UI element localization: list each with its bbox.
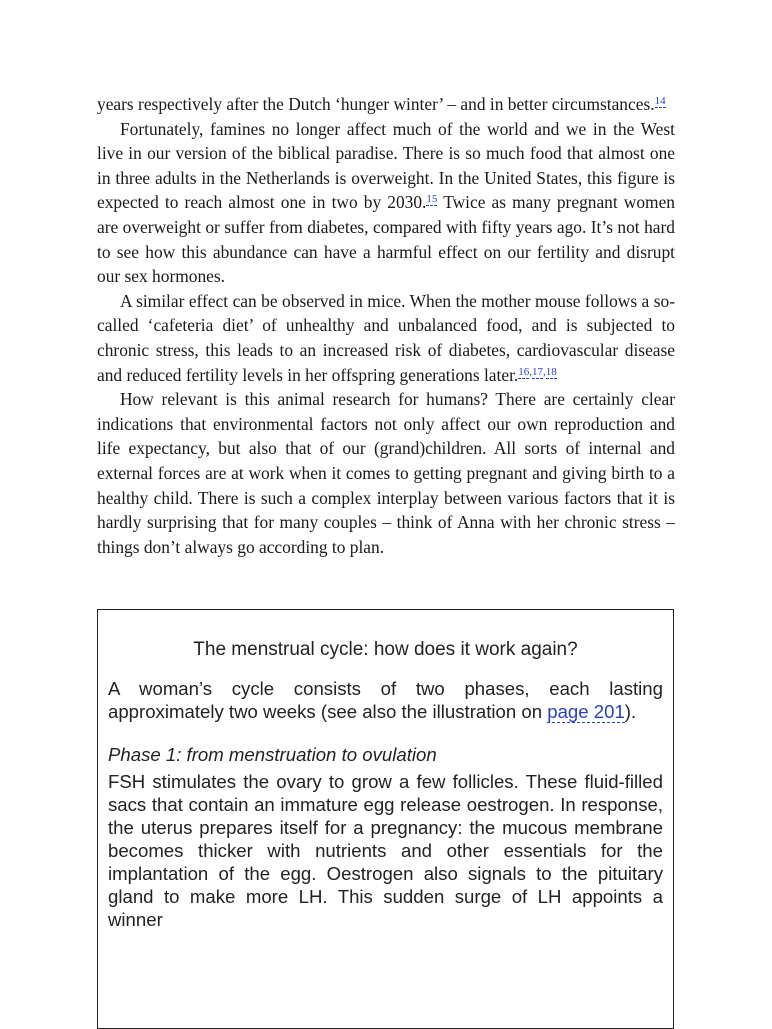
phase-1-text: FSH stimulates the ovary to grow a few follicles. These fluid-filled sacs that contain an immature egg release oestrogen. In response, the uterus prepares itself for a pregnancy: the mucous membrane becomes thicker with nutrients and other essentials for the implantation of the egg. Oestrogen also signals to the pituitary gland to make more LH. This sudden surge of LH appoints a winner (108, 771, 663, 930)
paragraph-1-text: years respectively after the Dutch ‘hunger winter’ – and in better circumstances. (97, 94, 655, 114)
footnote-separator: , (543, 365, 546, 378)
paragraph-3 (97, 289, 675, 387)
info-box-intro (108, 677, 663, 723)
footnote-link-14[interactable]: 14 (654, 95, 666, 107)
paragraph-2 (97, 117, 675, 289)
footnote-separator: , (529, 365, 533, 378)
paragraph-2-text-after: Twice as many pregnant women are overweight or suffer from diabetes, compared with fifty years ago. It’s not hard to see how this abundance can have a harmful effect on our fertility and disrupt our sex hormones. (97, 192, 676, 287)
page-201-link[interactable]: page 201 (547, 701, 625, 722)
info-box-intro-end: ). (624, 701, 637, 722)
paragraph-2-text-before: Fortunately, famines no longer affect much of the world and we in the West live in our version of the biblical paradise. There is so much food that almost one in three adults in the Netherlands is overweight. In the United States, this figure is expected to reach almost one in two by 2030. (97, 118, 675, 213)
phase-1-heading: Phase 1: from menstruation to ovulation (108, 744, 437, 765)
footnote-link-18[interactable]: 18 (545, 365, 557, 378)
footnote-link-17[interactable]: 17 (532, 365, 544, 378)
paragraph-4 (97, 387, 675, 559)
info-box-intro-text: A woman’s cycle consists of two phases, each lasting approximately two weeks (see also the illustration on (108, 678, 663, 722)
info-box-menstrual-cycle (97, 609, 674, 1029)
paragraph-4-text: How relevant is this animal research for humans? There are certainly clear indications that environmental factors not only affect our own reproduction and life expectancy, but also that of our (grand)children. All sorts of internal and external forces are at work when it comes to getting pregnant and giving birth to a healthy child. There is such a complex interplay between various factors that it is hardly surprising that for many couples – think of Anna with her chronic stress – things don’t always go according to plan. (97, 389, 675, 557)
main-text (97, 92, 675, 559)
paragraph-1 (97, 92, 675, 117)
paragraph-3-text: A similar effect can be observed in mice. When the mother mouse follows a so-called ‘cafeteria diet’ of unhealthy and unbalanced food, and is subjected to chronic stress, this leads to an increased risk of diabetes, cardiovascular disease and reduced fertility levels in her offspring generations later. (97, 290, 675, 385)
info-box-title: The menstrual cycle: how does it work again? (193, 639, 578, 660)
footnote-link-15[interactable]: 15 (426, 193, 438, 206)
footnote-link-16[interactable]: 16 (518, 365, 530, 378)
